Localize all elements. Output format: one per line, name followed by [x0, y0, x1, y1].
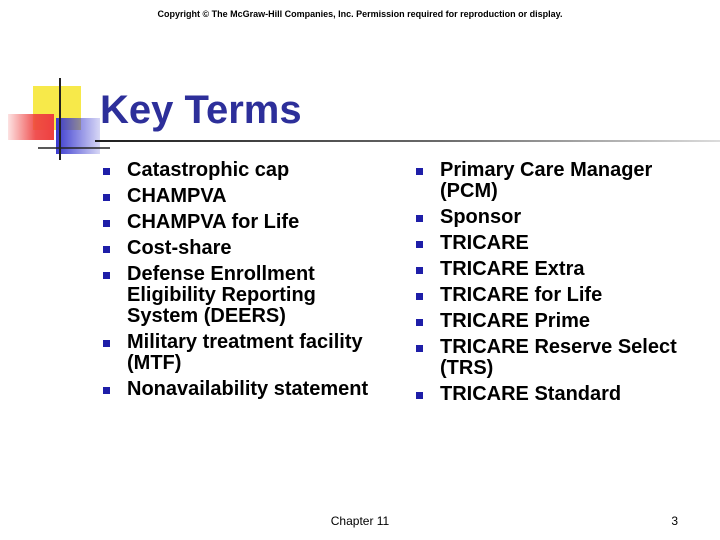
square-bullet-icon	[103, 220, 110, 227]
copyright-notice: Copyright © The McGraw-Hill Companies, Inc. Permission required for reproduction or display.	[157, 9, 563, 19]
list-item	[413, 207, 713, 228]
list-item	[100, 264, 370, 327]
term-label: Cost-share	[127, 237, 232, 259]
term-label: Primary Care Manager (PCM)	[440, 159, 653, 202]
list-item	[100, 379, 370, 400]
term-label: Catastrophic cap	[127, 159, 290, 181]
term-label: TRICARE Reserve Select (TRS)	[440, 336, 677, 379]
square-bullet-icon	[416, 215, 423, 222]
list-item	[413, 285, 713, 306]
term-label: CHAMPVA for Life	[127, 211, 300, 233]
footer-page-number: 3	[671, 514, 678, 528]
square-bullet-icon	[103, 387, 110, 394]
term-label: Defense Enrollment Eligibility Reporting System (DEERS)	[127, 263, 316, 327]
square-bullet-icon	[416, 345, 423, 352]
list-item	[413, 259, 713, 280]
list-item	[100, 160, 370, 181]
term-label: TRICARE Prime	[440, 310, 591, 332]
term-label: TRICARE for Life	[440, 284, 603, 306]
square-bullet-icon	[416, 293, 423, 300]
list-item	[100, 332, 370, 374]
square-bullet-icon	[103, 194, 110, 201]
square-bullet-icon	[103, 272, 110, 279]
decorative-squares-logo	[0, 78, 110, 168]
list-item	[413, 337, 713, 379]
list-item	[100, 186, 370, 207]
list-item	[413, 384, 713, 405]
term-label: TRICARE Standard	[440, 383, 622, 405]
term-label: Sponsor	[440, 206, 522, 228]
footer-chapter: Chapter 11	[330, 514, 390, 528]
square-bullet-icon	[416, 241, 423, 248]
term-label: Nonavailability statement	[127, 378, 369, 400]
square-bullet-icon	[103, 340, 110, 347]
square-bullet-icon	[416, 319, 423, 326]
page-title: Key Terms	[100, 88, 302, 132]
term-label: CHAMPVA	[127, 185, 227, 207]
list-item	[413, 233, 713, 254]
term-label: Military treatment facility (MTF)	[127, 331, 363, 374]
square-bullet-icon	[103, 246, 110, 253]
list-item	[413, 311, 713, 332]
list-item	[100, 212, 370, 233]
left-term-list	[100, 160, 370, 405]
list-item	[100, 238, 370, 259]
title-underline	[95, 140, 720, 142]
square-bullet-icon	[416, 168, 423, 175]
list-item	[413, 160, 713, 202]
square-bullet-icon	[416, 392, 423, 399]
term-label: TRICARE Extra	[440, 258, 585, 280]
right-term-list	[413, 160, 713, 410]
square-bullet-icon	[103, 168, 110, 175]
term-label: TRICARE	[440, 232, 529, 254]
square-bullet-icon	[416, 267, 423, 274]
